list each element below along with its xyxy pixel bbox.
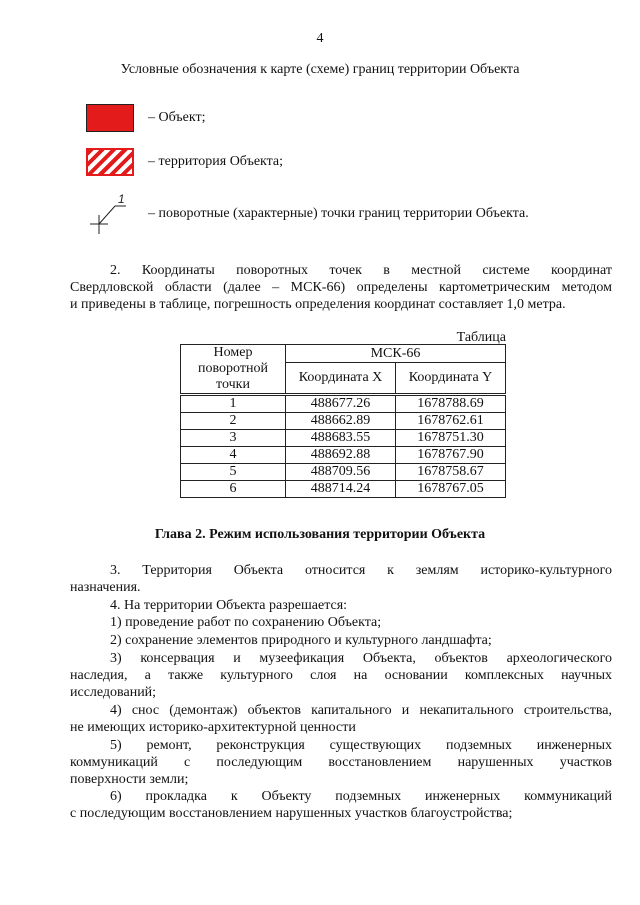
cell-point: 5 (181, 464, 286, 481)
text-line: 2. Координаты поворотных точек в местной системе координат (110, 263, 612, 278)
table-row (181, 481, 506, 498)
cell-x: 488662.89 (286, 413, 396, 430)
paragraph-3 (70, 562, 612, 596)
list-item-6 (70, 788, 612, 822)
legend-item-turning-points (86, 190, 529, 238)
coordinates-table (180, 344, 506, 498)
cell-x: 488683.55 (286, 430, 396, 447)
cell-y: 1678762.61 (396, 413, 506, 430)
list-item-3 (70, 650, 612, 701)
text-line: не имеющих историко-архитектурной ценности (70, 720, 356, 735)
text-line: Свердловской области (далее – МСК-66) определены картометрическим методом (70, 280, 612, 295)
table-row (181, 395, 506, 413)
cell-point: 2 (181, 413, 286, 430)
cell-y: 1678751.30 (396, 430, 506, 447)
table-row (181, 464, 506, 481)
legend-label-turning-points: – поворотные (характерные) точки границ территории Объекта. (148, 206, 529, 221)
cell-x: 488714.24 (286, 481, 396, 498)
cell-point: 1 (181, 395, 286, 413)
header-point-number: Номер поворотной точки (181, 345, 286, 395)
header-coord-y: Координата Y (396, 363, 506, 395)
cell-y: 1678788.69 (396, 395, 506, 413)
text-line: 4) снос (демонтаж) объектов капитального и некапитального строительства, (110, 703, 612, 718)
text-line: назначения. (70, 580, 141, 595)
text-line: исследований; (70, 685, 157, 700)
text-line: коммуникаций с последующим восстановлением нарушенных участков (70, 755, 612, 770)
table-header-row (181, 345, 506, 363)
table-row (181, 413, 506, 430)
solid-red-rectangle-icon (86, 104, 134, 132)
chapter-title: Глава 2. Режим использования территории Объекта (154, 527, 486, 542)
text-line: поверхности земли; (70, 772, 189, 787)
table-row (181, 430, 506, 447)
legend-title: Условные обозначения к карте (схеме) границ территории Объекта (120, 62, 520, 77)
text-line: 4. На территории Объекта разрешается: (110, 598, 348, 613)
turning-point-marker-number: 1 (118, 192, 125, 206)
header-system: МСК-66 (286, 345, 506, 363)
cell-x: 488709.56 (286, 464, 396, 481)
cell-x: 488692.88 (286, 447, 396, 464)
list-item-4 (70, 702, 612, 736)
cell-point: 6 (181, 481, 286, 498)
text-line: 2) сохранение элементов природного и культурного ландшафта; (110, 633, 492, 648)
text-line: 6) прокладка к Объекту подземных инженерных коммуникаций (110, 789, 612, 804)
list-item-2 (70, 632, 612, 649)
hatched-red-rectangle-icon (86, 148, 134, 176)
cell-x: 488677.26 (286, 395, 396, 413)
text-line: 1) проведение работ по сохранению Объекта; (110, 615, 382, 630)
cell-point: 4 (181, 447, 286, 464)
paragraph-4 (70, 597, 612, 614)
text-line: 3) консервация и музеефикация Объекта, объектов археологического (110, 651, 612, 666)
table-row (181, 447, 506, 464)
list-item-1 (70, 614, 612, 631)
text-line: наследия, а также культурного слоя на основании комплексных научных (70, 668, 612, 683)
cell-y: 1678758.67 (396, 464, 506, 481)
paragraph-coordinates (70, 262, 612, 313)
header-coord-x: Координата X (286, 363, 396, 395)
legend-item-territory (86, 148, 284, 176)
turning-point-marker-icon (86, 190, 134, 238)
legend-item-object (86, 104, 206, 132)
text-line: 5) ремонт, реконструкция существующих подземных инженерных (110, 738, 612, 753)
cell-y: 1678767.90 (396, 447, 506, 464)
cell-y: 1678767.05 (396, 481, 506, 498)
legend-label-object: – Объект; (148, 110, 206, 125)
text-line: с последующим восстановлением нарушенных участков благоустройства; (70, 806, 513, 821)
table-caption: Таблица (456, 330, 506, 345)
text-line: и приведены в таблице, погрешность определения координат составляет 1,0 метра. (70, 297, 566, 312)
cell-point: 3 (181, 430, 286, 447)
legend-label-territory: – территория Объекта; (148, 154, 284, 169)
page-number: 4 (316, 31, 324, 46)
text-line: 3. Территория Объекта относится к землям историко-культурного (110, 563, 612, 578)
list-item-5 (70, 737, 612, 788)
